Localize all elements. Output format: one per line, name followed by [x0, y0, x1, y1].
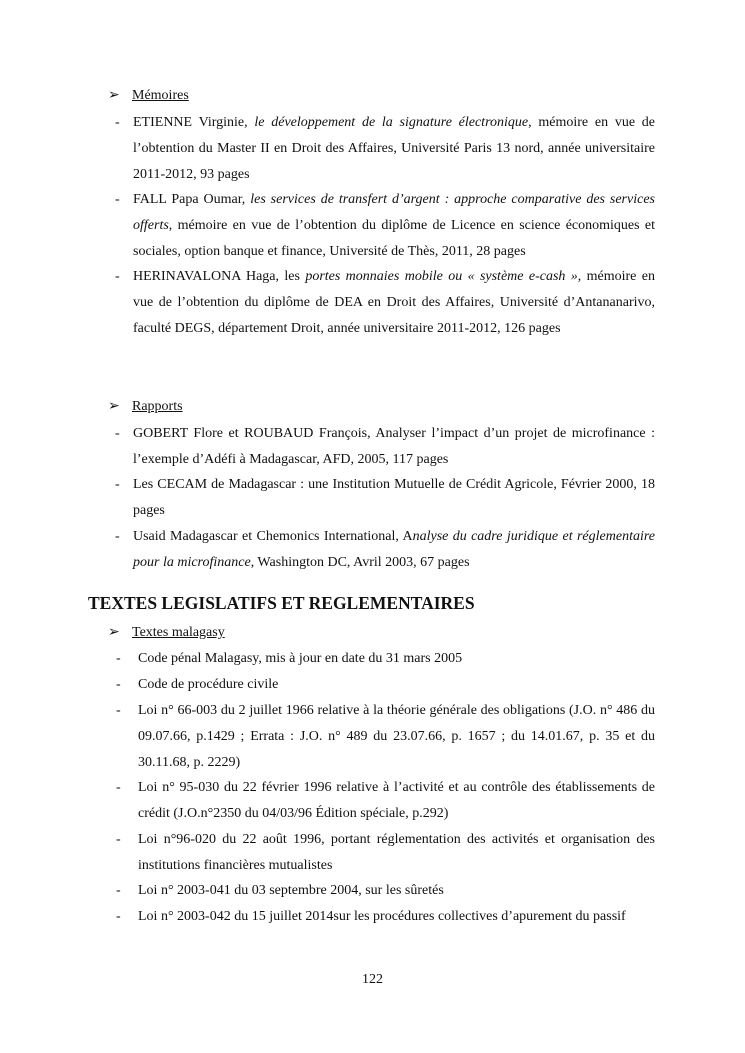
arrow-bullet-icon: ➢	[108, 625, 120, 640]
law-entry-code-penal: Code pénal Malagasy, mis à jour en date du 31 mars 2005	[138, 651, 463, 666]
law-entry-procedure-civile: Code de procédure civile	[138, 677, 279, 692]
memoires-heading	[108, 86, 189, 106]
textes-malagasy-heading-label: Textes malagasy	[132, 625, 225, 640]
dash-bullet: -	[115, 426, 120, 441]
page-number: 122	[362, 972, 383, 987]
dash-bullet: -	[115, 477, 120, 492]
dash-bullet: -	[115, 529, 120, 544]
dash-bullet: -	[116, 651, 121, 666]
memoire-entry-fall: FALL Papa Oumar, les services de transfert d’argent : approche comparative des services offerts, mémoire en vue de l’obtention du diplôme de Licence en science économiques et sociales, option banque et finance, Université de Thès, 2011, 28 pages	[133, 192, 655, 259]
dash-bullet: -	[116, 883, 121, 898]
textes-malagasy-heading	[108, 623, 225, 643]
rapports-heading	[108, 397, 183, 417]
memoire-entry-etienne: ETIENNE Virginie, le développement de la signature électronique, mémoire en vue de l’obtention du Master II en Droit des Affaires, Université Paris 13 nord, année universitaire 2011-2012, 93 pages	[133, 115, 655, 182]
dash-bullet: -	[116, 909, 121, 924]
rapports-heading-label: Rapports	[132, 399, 183, 414]
law-entry-95-030: Loi n° 95-030 du 22 février 1996 relative à l’activité et au contrôle des établissements de crédit (J.O.n°2350 du 04/03/96 Édition spéciale, p.292)	[138, 780, 655, 821]
law-entry-66-003: Loi n° 66-003 du 2 juillet 1966 relative à la théorie générale des obligations (J.O. n° 486 du 09.07.66, p.1429 ; Errata : J.O. n° 489 du 23.07.66, p. 1657 ; du 14.01.67, p. 35 et du 30.11.68, p. 2229)	[138, 703, 655, 770]
law-entry-2003-041: Loi n° 2003-041 du 03 septembre 2004, sur les sûretés	[138, 883, 444, 898]
law-entry-96-020: Loi n°96-020 du 22 août 1996, portant réglementation des activités et organisation des institutions financières mutualistes	[138, 832, 655, 873]
memoire-entry-herinavalona: HERINAVALONA Haga, les portes monnaies mobile ou « système e-cash », mémoire en vue de l’obtention du diplôme de DEA en Droit des Affaires, Université d’Antananarivo, faculté DEGS, département Droit, année universitaire 2011-2012, 126 pages	[133, 269, 655, 336]
dash-bullet: -	[115, 192, 120, 207]
arrow-bullet-icon: ➢	[108, 88, 120, 103]
dash-bullet: -	[116, 832, 121, 847]
rapport-entry-cecam: Les CECAM de Madagascar : une Institution Mutuelle de Crédit Agricole, Février 2000, 18 pages	[133, 477, 655, 518]
textes-main-heading: TEXTES LEGISLATIFS ET REGLEMENTAIRES	[88, 593, 475, 613]
arrow-bullet-icon: ➢	[108, 399, 120, 414]
dash-bullet: -	[116, 703, 121, 718]
dash-bullet: -	[115, 115, 120, 130]
law-entry-2003-042: Loi n° 2003-042 du 15 juillet 2014sur les procédures collectives d’apurement du passif	[138, 909, 626, 924]
dash-bullet: -	[116, 780, 121, 795]
dash-bullet: -	[116, 677, 121, 692]
dash-bullet: -	[115, 269, 120, 284]
rapport-entry-usaid: Usaid Madagascar et Chemonics International, Analyse du cadre juridique et réglementaire pour la microfinance, Washington DC, Avril 2003, 67 pages	[133, 529, 655, 570]
memoires-heading-label: Mémoires	[132, 88, 189, 103]
rapport-entry-gobert: GOBERT Flore et ROUBAUD François, Analyser l’impact d’un projet de microfinance : l’exemple d’Adéfi à Madagascar, AFD, 2005, 117 pages	[133, 426, 655, 467]
